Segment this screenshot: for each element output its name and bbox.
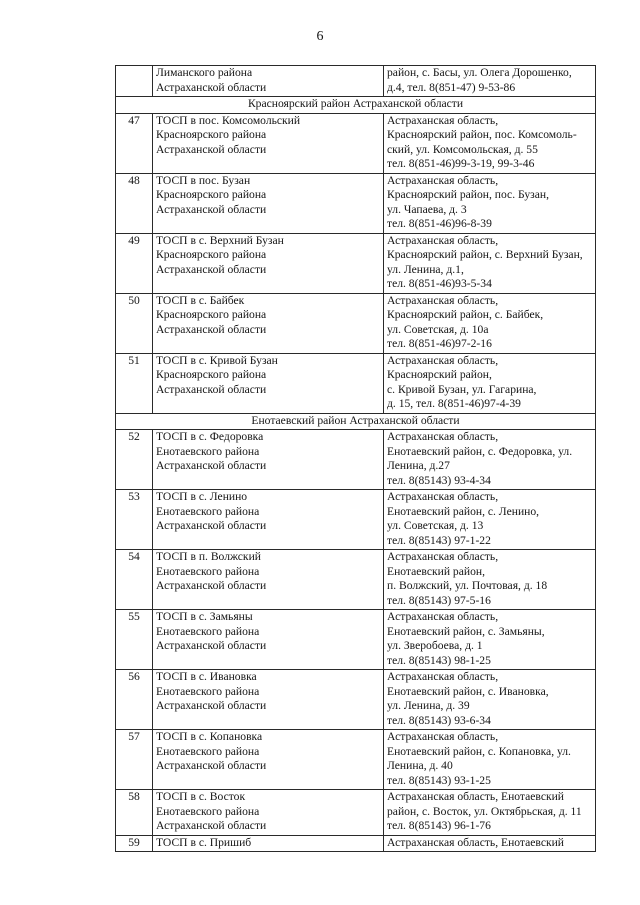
row-number-cell: 58 bbox=[116, 790, 153, 836]
office-name-cell: ТОСП в пос. Комсомольский Красноярского района Астраханской области bbox=[153, 113, 384, 173]
row-number-cell: 52 bbox=[116, 430, 153, 490]
address-cell: Астраханская область, Енотаевский район, с. Ленино, ул. Советская, д. 13 тел. 8(85143) 97-1-22 bbox=[384, 490, 596, 550]
table-row bbox=[116, 353, 596, 413]
row-number-cell: 48 bbox=[116, 173, 153, 233]
office-name-cell: ТОСП в с. Кривой Бузан Красноярского района Астраханской области bbox=[153, 353, 384, 413]
row-number-cell: 49 bbox=[116, 233, 153, 293]
row-number-cell: 54 bbox=[116, 550, 153, 610]
row-number-cell: 55 bbox=[116, 610, 153, 670]
address-cell: Астраханская область, Красноярский район, пос. Комсомоль- ский, ул. Комсомольская, д. 55 тел. 8(851-46)99-3-19, 99-3-46 bbox=[384, 113, 596, 173]
address-cell: Астраханская область, Красноярский район, с. Кривой Бузан, ул. Гагарина, д. 15, тел. 8(851-46)97-4-39 bbox=[384, 353, 596, 413]
table-row bbox=[116, 790, 596, 836]
office-name-cell: ТОСП в пос. Бузан Красноярского района Астраханской области bbox=[153, 173, 384, 233]
office-name-cell: ТОСП в с. Замьяны Енотаевского района Астраханской области bbox=[153, 610, 384, 670]
row-number-cell bbox=[116, 66, 153, 97]
table-row bbox=[116, 835, 596, 852]
address-cell: Астраханская область, Красноярский район, с. Байбек, ул. Советская, д. 10а тел. 8(851-46)97-2-16 bbox=[384, 293, 596, 353]
address-cell: Астраханская область, Енотаевский район, п. Волжский, ул. Почтовая, д. 18 тел. 8(85143) 97-5-16 bbox=[384, 550, 596, 610]
table-row bbox=[116, 113, 596, 173]
row-number-cell: 53 bbox=[116, 490, 153, 550]
address-cell: Астраханская область, Енотаевский район, с. Восток, ул. Октябрьская, д. 11 тел. 8(85143) 96-1-76 bbox=[384, 790, 596, 836]
row-number-cell: 50 bbox=[116, 293, 153, 353]
address-cell: Астраханская область, Енотаевский район, с. Ивановка, ул. Ленина, д. 39 тел. 8(85143) 93-6-34 bbox=[384, 670, 596, 730]
office-name-cell: ТОСП в с. Пришиб bbox=[153, 835, 384, 852]
address-cell: Астраханская область, Красноярский район, с. Верхний Бузан, ул. Ленина, д.1, тел. 8(851-46)93-5-34 bbox=[384, 233, 596, 293]
table-row bbox=[116, 610, 596, 670]
address-cell: Астраханская область, Енотаевский район, с. Копановка, ул. Ленина, д. 40 тел. 8(85143) 93-1-25 bbox=[384, 730, 596, 790]
section-header-row bbox=[116, 413, 596, 430]
section-title: Енотаевский район Астраханской области bbox=[116, 413, 596, 430]
address-cell: Астраханская область, Енотаевский район, с. Замьяны, ул. Зверобоева, д. 1 тел. 8(85143) 98-1-25 bbox=[384, 610, 596, 670]
table-row bbox=[116, 490, 596, 550]
office-name-cell: Лиманского района Астраханской области bbox=[153, 66, 384, 97]
page-number: 6 bbox=[316, 29, 324, 44]
address-cell: Астраханская область, Красноярский район, пос. Бузан, ул. Чапаева, д. 3 тел. 8(851-46)96-8-39 bbox=[384, 173, 596, 233]
office-name-cell: ТОСП в с. Федоровка Енотаевского района Астраханской области bbox=[153, 430, 384, 490]
row-number-cell: 51 bbox=[116, 353, 153, 413]
address-cell: Астраханская область, Енотаевский bbox=[384, 835, 596, 852]
office-name-cell: ТОСП в с. Ленино Енотаевского района Астраханской области bbox=[153, 490, 384, 550]
registry-table-body bbox=[116, 66, 596, 852]
office-name-cell: ТОСП в с. Копановка Енотаевского района Астраханской области bbox=[153, 730, 384, 790]
table-row bbox=[116, 293, 596, 353]
office-name-cell: ТОСП в п. Волжский Енотаевского района Астраханской области bbox=[153, 550, 384, 610]
table-row bbox=[116, 730, 596, 790]
table-row bbox=[116, 550, 596, 610]
row-number-cell: 47 bbox=[116, 113, 153, 173]
office-name-cell: ТОСП в с. Верхний Бузан Красноярского района Астраханской области bbox=[153, 233, 384, 293]
office-name-cell: ТОСП в с. Байбек Красноярского района Астраханской области bbox=[153, 293, 384, 353]
address-cell: район, с. Басы, ул. Олега Дорошенко, д.4, тел. 8(851-47) 9-53-86 bbox=[384, 66, 596, 97]
address-cell: Астраханская область, Енотаевский район, с. Федоровка, ул. Ленина, д.27 тел. 8(85143) 93-4-34 bbox=[384, 430, 596, 490]
row-number-cell: 56 bbox=[116, 670, 153, 730]
table-row bbox=[116, 430, 596, 490]
office-name-cell: ТОСП в с. Ивановка Енотаевского района Астраханской области bbox=[153, 670, 384, 730]
row-number-cell: 59 bbox=[116, 835, 153, 852]
section-header-row bbox=[116, 97, 596, 114]
table-row bbox=[116, 233, 596, 293]
table-row bbox=[116, 173, 596, 233]
table-row bbox=[116, 670, 596, 730]
registry-table bbox=[115, 65, 596, 852]
row-number-cell: 57 bbox=[116, 730, 153, 790]
table-row bbox=[116, 66, 596, 97]
office-name-cell: ТОСП в с. Восток Енотаевского района Астраханской области bbox=[153, 790, 384, 836]
section-title: Красноярский район Астраханской области bbox=[116, 97, 596, 114]
